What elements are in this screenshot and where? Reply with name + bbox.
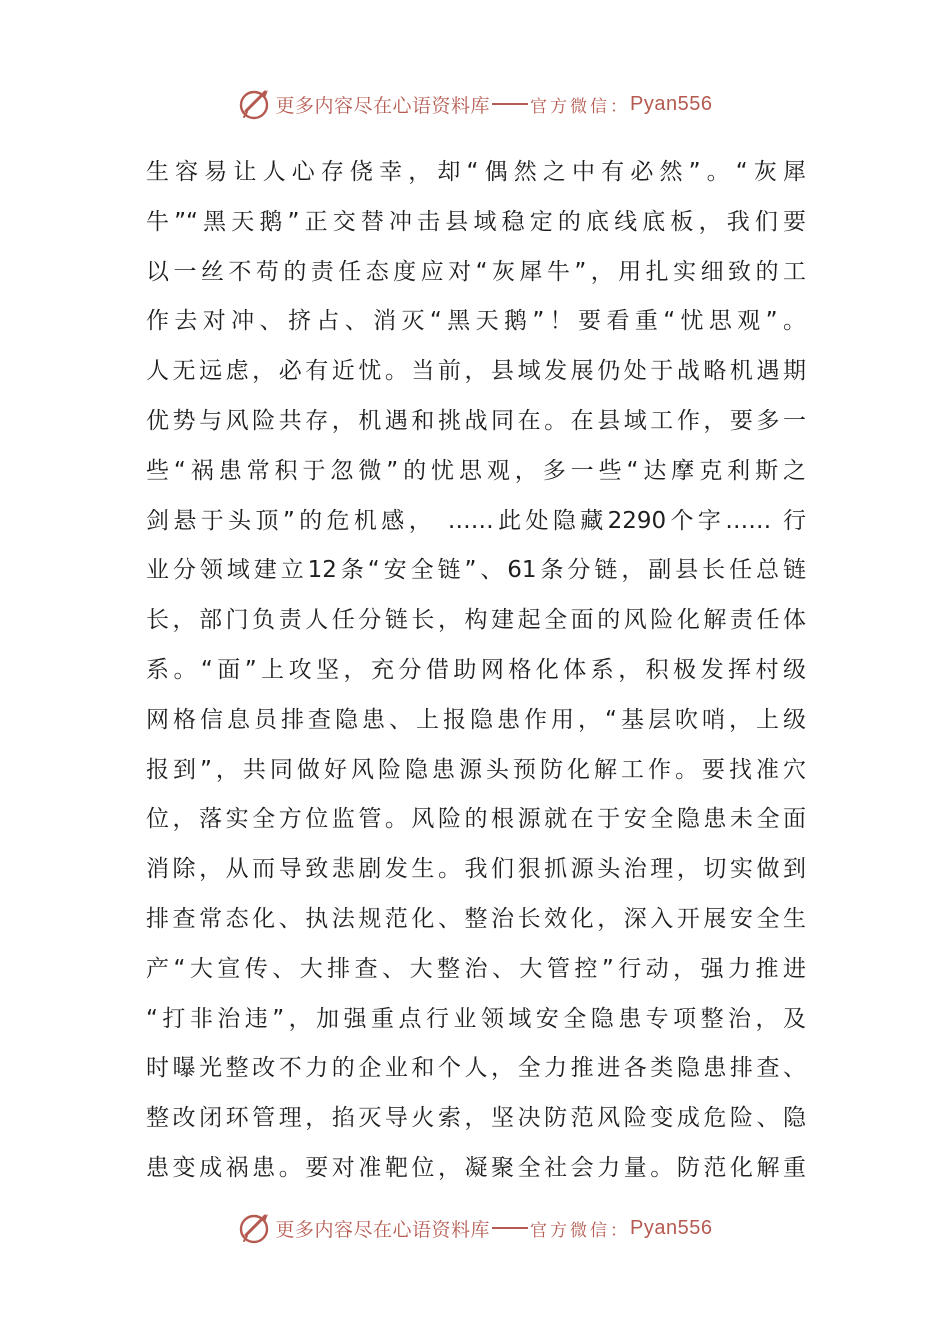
text-line: 排查常态化、执法规范化、整治长效化，深入开展安全生 <box>146 905 806 932</box>
text-line: 生容易让人心存侥幸，却“偶然之中有必然”。“灰犀 <box>146 159 806 185</box>
text-line: 长，部门负责人任分链长，构建起全面的风险化解责任体 <box>146 607 806 634</box>
text-line: 系。“面”上攻坚，充分借助网格化体系，积极发挥村级 <box>146 656 806 683</box>
banner-divider <box>492 103 528 105</box>
pen-logo-icon <box>238 87 272 121</box>
banner-wechat-id: Pyan556 <box>630 1216 713 1239</box>
text-line: 位，落实全方位监管。风险的根源就在于安全隐患未全面 <box>146 806 806 833</box>
banner-divider <box>492 1227 528 1229</box>
banner-site-text: 更多内容尽在心语资料库 <box>275 1218 491 1241</box>
text-line: 患变成祸患。要对准靶位，凝聚全社会力量。防范化解重 <box>146 1154 806 1181</box>
header-banner <box>0 84 950 124</box>
banner-wechat-label: 官方微信： <box>530 96 631 117</box>
pen-logo-icon <box>238 1211 272 1245</box>
text-line: 产“大宣传、大排查、大整治、大管控”行动，强力推进 <box>146 955 806 982</box>
text-line: 时曝光整改不力的企业和个人，全力推进各类隐患排查、 <box>146 1055 806 1082</box>
text-line: 人无远虑，必有近忧。当前，县域发展仍处于战略机遇期 <box>146 358 806 385</box>
document-body <box>146 148 806 1194</box>
text-line: “打非治违”，加强重点行业领域安全隐患专项整治，及 <box>146 1005 806 1032</box>
text-line: 网格信息员排查隐患、上报隐患作用，“基层吹哨，上级 <box>146 706 806 733</box>
text-line: 消除，从而导致悲剧发生。我们狠抓源头治理，切实做到 <box>146 856 806 883</box>
banner-site-text: 更多内容尽在心语资料库 <box>275 94 491 117</box>
banner-wechat-id: Pyan556 <box>630 92 713 115</box>
footer-banner <box>0 1208 950 1248</box>
text-line: 优势与风险共存，机遇和挑战同在。在县域工作，要多一 <box>146 407 806 434</box>
text-line: 牛”“黑天鹅”正交替冲击县域稳定的底线底板，我们要 <box>146 208 806 235</box>
text-line: 整改闭环管理，掐灭导火索，坚决防范风险变成危险、隐 <box>146 1105 806 1132</box>
text-line: 作去对冲、挤占、消灭“黑天鹅”！要看重“忧思观”。 <box>146 308 806 335</box>
text-line: 业分领域建立12条“安全链”、61条分链，副县长任总链 <box>146 557 806 584</box>
text-line: 报到”，共同做好风险隐患源头预防化解工作。要找准穴 <box>146 756 806 783</box>
text-line: 剑悬于头顶”的危机感， ……此处隐藏2290个字…… 行 <box>146 507 806 534</box>
text-line: 些“祸患常积于忽微”的忧思观，多一些“达摩克利斯之 <box>146 457 806 484</box>
text-line: 以一丝不苟的责任态度应对“灰犀牛”，用扎实细致的工 <box>146 258 806 285</box>
banner-wechat-label: 官方微信： <box>530 1220 631 1241</box>
